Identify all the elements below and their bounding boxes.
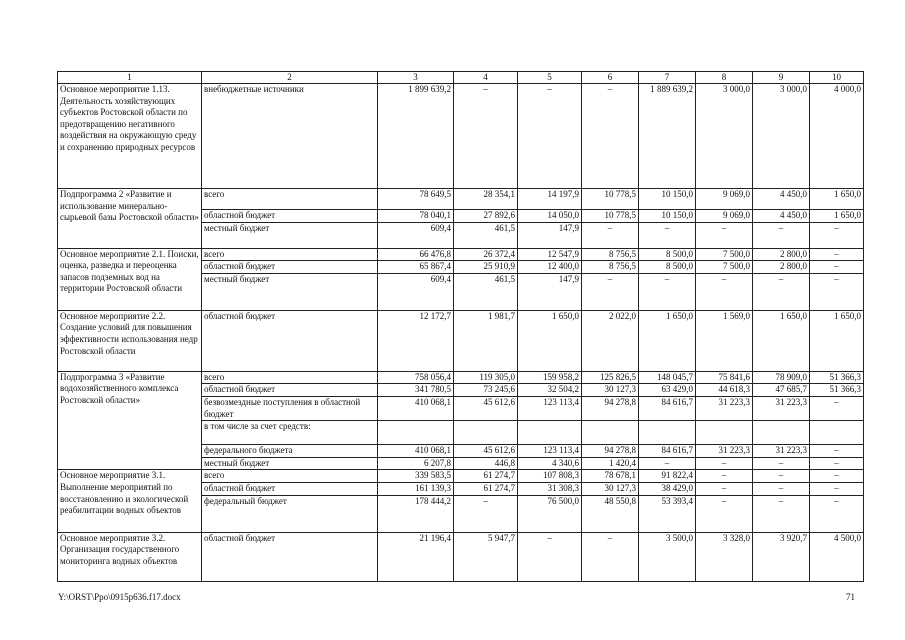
amount-cell: 14 050,0: [518, 210, 582, 223]
funding-source-cell: федеральный бюджет: [202, 495, 378, 532]
amount-cell: 1 650,0: [810, 310, 864, 371]
amount-cell: 2 022,0: [582, 310, 639, 371]
amount-cell: [582, 421, 639, 445]
amount-cell: 1 650,0: [639, 310, 696, 371]
amount-cell: 7 500,0: [696, 261, 753, 274]
amount-cell: 3 328,0: [696, 532, 753, 581]
amount-cell: 12 172,7: [378, 310, 454, 371]
amount-cell: 31 223,3: [753, 445, 810, 458]
amount-cell: 446,8: [454, 457, 518, 470]
col-header: 6: [582, 72, 639, 84]
amount-cell: –: [753, 222, 810, 248]
col-header: 4: [454, 72, 518, 84]
amount-cell: 7 500,0: [696, 248, 753, 261]
col-header: 3: [378, 72, 454, 84]
amount-cell: 78 909,0: [753, 371, 810, 384]
activity-name-cell: Основное мероприятие 1.13. Деятельность хозяйствующих субъектов Ростовской области по предотвращению негативного воздействия на окружающую среду и сохранению природных ресурсов: [58, 84, 202, 189]
amount-cell: –: [454, 495, 518, 532]
funding-source-cell: областной бюджет: [202, 310, 378, 371]
amount-cell: 159 958,2: [518, 371, 582, 384]
amount-cell: 9 069,0: [696, 189, 753, 210]
amount-cell: –: [753, 457, 810, 470]
amount-cell: 3 000,0: [753, 84, 810, 189]
amount-cell: 78 040,1: [378, 210, 454, 223]
amount-cell: –: [518, 532, 582, 581]
amount-cell: 12 400,0: [518, 261, 582, 274]
amount-cell: 4 450,0: [753, 210, 810, 223]
amount-cell: [454, 421, 518, 445]
amount-cell: –: [753, 273, 810, 310]
amount-cell: 3 000,0: [696, 84, 753, 189]
amount-cell: 30 127,3: [582, 482, 639, 495]
funding-source-cell: безвозмездные поступления в областной бюджет: [202, 396, 378, 420]
amount-cell: 758 056,4: [378, 371, 454, 384]
amount-cell: 10 778,5: [582, 210, 639, 223]
amount-cell: 61 274,7: [454, 470, 518, 483]
amount-cell: –: [753, 495, 810, 532]
amount-cell: [518, 421, 582, 445]
amount-cell: 147,9: [518, 222, 582, 248]
col-header: 10: [810, 72, 864, 84]
amount-cell: 147,9: [518, 273, 582, 310]
amount-cell: 1 650,0: [753, 310, 810, 371]
amount-cell: –: [639, 273, 696, 310]
amount-cell: –: [696, 495, 753, 532]
amount-cell: –: [810, 470, 864, 483]
funding-source-cell: местный бюджет: [202, 273, 378, 310]
amount-cell: 48 550,8: [582, 495, 639, 532]
amount-cell: 8 500,0: [639, 261, 696, 274]
funding-source-cell: всего: [202, 470, 378, 483]
amount-cell: 1 650,0: [810, 210, 864, 223]
funding-source-cell: областной бюджет: [202, 482, 378, 495]
amount-cell: 161 139,3: [378, 482, 454, 495]
amount-cell: –: [696, 222, 753, 248]
amount-cell: –: [753, 482, 810, 495]
amount-cell: –: [582, 532, 639, 581]
amount-cell: –: [454, 84, 518, 189]
table-row: [58, 532, 864, 581]
activity-name-cell: Основное мероприятие 2.2. Создание условий для повышения эффективности использования недр Ростовской области: [58, 310, 202, 371]
amount-cell: [378, 421, 454, 445]
amount-cell: 3 500,0: [639, 532, 696, 581]
amount-cell: –: [696, 273, 753, 310]
funding-source-cell: всего: [202, 189, 378, 210]
amount-cell: 27 892,6: [454, 210, 518, 223]
amount-cell: –: [696, 482, 753, 495]
funding-source-cell: федерального бюджета: [202, 445, 378, 458]
amount-cell: 84 616,7: [639, 396, 696, 420]
amount-cell: 1 569,0: [696, 310, 753, 371]
amount-cell: 73 245,6: [454, 384, 518, 397]
amount-cell: 9 069,0: [696, 210, 753, 223]
amount-cell: 14 197,9: [518, 189, 582, 210]
amount-cell: 1 889 639,2: [639, 84, 696, 189]
amount-cell: 53 393,4: [639, 495, 696, 532]
amount-cell: 341 780,5: [378, 384, 454, 397]
amount-cell: 76 500,0: [518, 495, 582, 532]
table-row: [58, 310, 864, 371]
activity-name-cell: Основное мероприятие 2.1. Поиски, оценка, разведка и переоценка запасов подземных вод на территории Ростовской области: [58, 248, 202, 310]
funding-source-cell: всего: [202, 248, 378, 261]
amount-cell: 44 618,3: [696, 384, 753, 397]
amount-cell: 6 207,8: [378, 457, 454, 470]
amount-cell: –: [518, 84, 582, 189]
col-header: 7: [639, 72, 696, 84]
amount-cell: 28 354,1: [454, 189, 518, 210]
funding-source-cell: областной бюджет: [202, 210, 378, 223]
amount-cell: 51 366,3: [810, 371, 864, 384]
col-header: 9: [753, 72, 810, 84]
table-row: [58, 189, 864, 210]
activity-name-cell: Основное мероприятие 3.2. Организация государственного мониторинга водных объектов: [58, 532, 202, 581]
budget-table: [57, 71, 864, 582]
amount-cell: 123 113,4: [518, 445, 582, 458]
amount-cell: 1 650,0: [810, 189, 864, 210]
amount-cell: 609,4: [378, 273, 454, 310]
amount-cell: 10 778,5: [582, 189, 639, 210]
amount-cell: –: [810, 261, 864, 274]
col-header: 1: [58, 72, 202, 84]
amount-cell: 51 366,3: [810, 384, 864, 397]
activity-name-cell: Подпрограмма 3 «Развитие водохозяйственного комплекса Ростовской области»: [58, 371, 202, 470]
amount-cell: 31 223,3: [753, 396, 810, 420]
amount-cell: 12 547,9: [518, 248, 582, 261]
amount-cell: 609,4: [378, 222, 454, 248]
amount-cell: –: [582, 273, 639, 310]
amount-cell: 21 196,4: [378, 532, 454, 581]
funding-source-cell: в том числе за счет средств:: [202, 421, 378, 445]
amount-cell: 1 420,4: [582, 457, 639, 470]
document-path: Y:\ORST\Ppo\0915p636.f17.docx: [58, 592, 181, 602]
amount-cell: 31 223,3: [696, 445, 753, 458]
amount-cell: 66 476,8: [378, 248, 454, 261]
table-row: [58, 248, 864, 261]
amount-cell: 75 841,6: [696, 371, 753, 384]
amount-cell: 61 274,7: [454, 482, 518, 495]
col-header: 2: [202, 72, 378, 84]
amount-cell: 4 450,0: [753, 189, 810, 210]
page-number: 71: [846, 592, 855, 602]
amount-cell: 8 500,0: [639, 248, 696, 261]
amount-cell: –: [810, 445, 864, 458]
amount-cell: 148 045,7: [639, 371, 696, 384]
amount-cell: –: [696, 470, 753, 483]
amount-cell: 84 616,7: [639, 445, 696, 458]
amount-cell: 78 649,5: [378, 189, 454, 210]
activity-name-cell: Основное мероприятие 3.1. Выполнение мероприятий по восстановлению и экологической реабилитации водных объектов: [58, 470, 202, 532]
amount-cell: 78 678,1: [582, 470, 639, 483]
funding-source-cell: внебюджетные источники: [202, 84, 378, 189]
amount-cell: 1 650,0: [518, 310, 582, 371]
amount-cell: 65 867,4: [378, 261, 454, 274]
amount-cell: 91 822,4: [639, 470, 696, 483]
activity-name-cell: Подпрограмма 2 «Развитие и использование минерально-сырьевой базы Ростовской области»: [58, 189, 202, 249]
amount-cell: [696, 421, 753, 445]
amount-cell: 2 800,0: [753, 261, 810, 274]
amount-cell: 5 947,7: [454, 532, 518, 581]
amount-cell: –: [639, 222, 696, 248]
amount-cell: 10 150,0: [639, 189, 696, 210]
amount-cell: 4 500,0: [810, 532, 864, 581]
funding-source-cell: всего: [202, 371, 378, 384]
amount-cell: 63 429,0: [639, 384, 696, 397]
amount-cell: 26 372,4: [454, 248, 518, 261]
amount-cell: 30 127,3: [582, 384, 639, 397]
amount-cell: 178 444,2: [378, 495, 454, 532]
amount-cell: 31 223,3: [696, 396, 753, 420]
table-row: [58, 371, 864, 384]
amount-cell: 107 808,3: [518, 470, 582, 483]
amount-cell: –: [582, 84, 639, 189]
amount-cell: 45 612,6: [454, 445, 518, 458]
amount-cell: –: [810, 495, 864, 532]
amount-cell: 94 278,8: [582, 396, 639, 420]
amount-cell: 4 000,0: [810, 84, 864, 189]
amount-cell: 1 981,7: [454, 310, 518, 371]
column-number-row: [58, 72, 864, 84]
amount-cell: –: [696, 457, 753, 470]
amount-cell: –: [810, 396, 864, 420]
amount-cell: 125 826,5: [582, 371, 639, 384]
amount-cell: 410 068,1: [378, 445, 454, 458]
amount-cell: 47 685,7: [753, 384, 810, 397]
col-header: 5: [518, 72, 582, 84]
amount-cell: [810, 421, 864, 445]
amount-cell: –: [582, 222, 639, 248]
amount-cell: 8 756,5: [582, 248, 639, 261]
amount-cell: 45 612,6: [454, 396, 518, 420]
amount-cell: 123 113,4: [518, 396, 582, 420]
amount-cell: 10 150,0: [639, 210, 696, 223]
amount-cell: 4 340,6: [518, 457, 582, 470]
amount-cell: 94 278,8: [582, 445, 639, 458]
amount-cell: 32 504,2: [518, 384, 582, 397]
amount-cell: 410 068,1: [378, 396, 454, 420]
table-row: [58, 84, 864, 189]
amount-cell: 461,5: [454, 222, 518, 248]
amount-cell: –: [639, 457, 696, 470]
table-row: [58, 470, 864, 483]
amount-cell: 38 429,0: [639, 482, 696, 495]
amount-cell: –: [810, 482, 864, 495]
amount-cell: 461,5: [454, 273, 518, 310]
amount-cell: –: [810, 222, 864, 248]
amount-cell: –: [753, 470, 810, 483]
amount-cell: –: [810, 457, 864, 470]
funding-source-cell: местный бюджет: [202, 457, 378, 470]
amount-cell: 119 305,0: [454, 371, 518, 384]
amount-cell: –: [810, 248, 864, 261]
amount-cell: 1 899 639,2: [378, 84, 454, 189]
amount-cell: 3 920,7: [753, 532, 810, 581]
funding-source-cell: областной бюджет: [202, 261, 378, 274]
amount-cell: [753, 421, 810, 445]
amount-cell: 2 800,0: [753, 248, 810, 261]
amount-cell: –: [810, 273, 864, 310]
funding-source-cell: областной бюджет: [202, 532, 378, 581]
funding-source-cell: местный бюджет: [202, 222, 378, 248]
col-header: 8: [696, 72, 753, 84]
funding-source-cell: областной бюджет: [202, 384, 378, 397]
amount-cell: 339 583,5: [378, 470, 454, 483]
amount-cell: 25 910,9: [454, 261, 518, 274]
amount-cell: 8 756,5: [582, 261, 639, 274]
amount-cell: [639, 421, 696, 445]
amount-cell: 31 308,3: [518, 482, 582, 495]
